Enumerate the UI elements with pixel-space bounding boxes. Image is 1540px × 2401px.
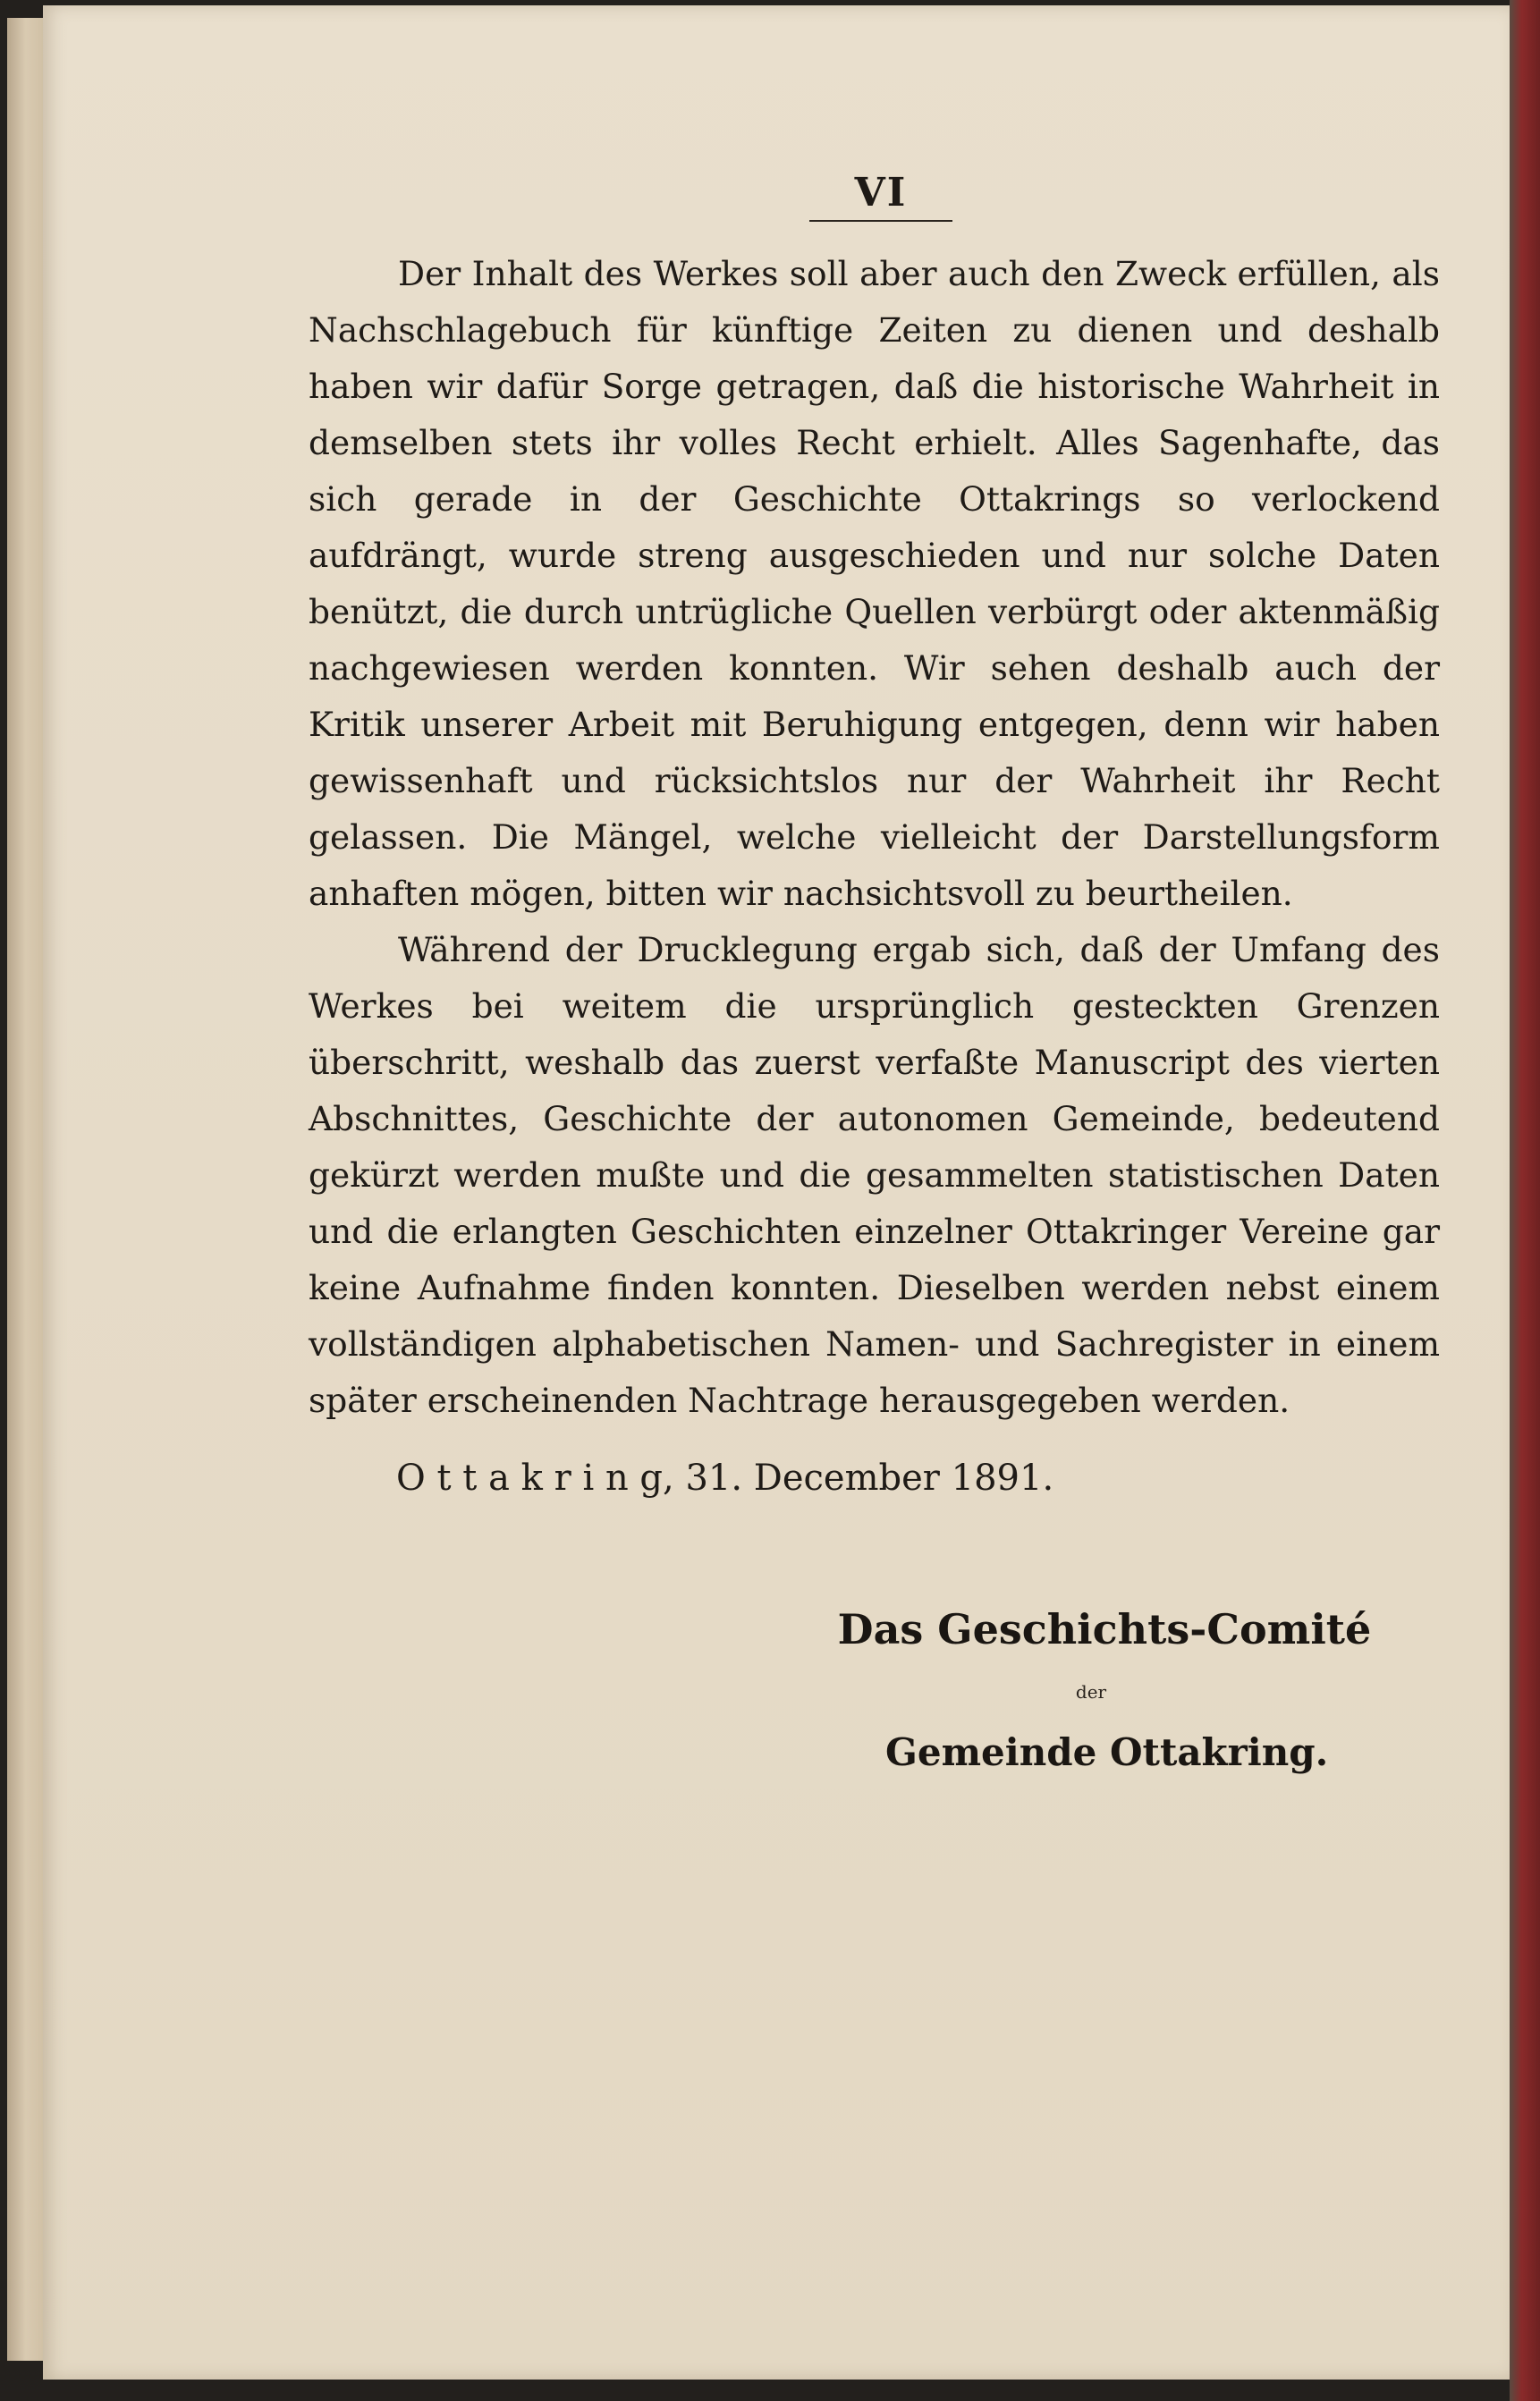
body-text <box>309 246 1440 1429</box>
paragraph: Der Inhalt des Werkes soll aber auch den Zweck erfüllen, als Nachschlagebuch für künftige Zeiten zu dienen und deshalb haben wir dafür Sorge getragen, daß die historische Wahrheit in demselben stets ihr volles Recht erhielt. Alles Sagenhafte, das sich gerade in der Geschichte Ottakrings so verlockend aufdrängt, wurde streng ausgeschieden und nur solche Daten benützt, die durch untrügliche Quellen verbürgt oder aktenmäßig nachgewiesen werden konnten. Wir sehen deshalb auch der Kritik unserer Arbeit mit Beruhigung entgegen, denn wir haben gewissenhaft und rücksichtslos nur der Wahrheit ihr Recht gelassen. Die Mängel, welche vielleicht der Darstellungsform anhaften mögen, bitten wir nachsichtsvoll zu beurtheilen. <box>309 254 1440 913</box>
paragraph: Während der Drucklegung ergab sich, daß der Umfang des Werkes bei weitem die ursprünglich gesteckten Grenzen überschritt, weshalb das zuerst verfaßte Manuscript des vierten Abschnittes, Geschichte der autonomen Gemeinde, bedeutend gekürzt werden mußte und die gesammelten statistischen Daten und die erlangten Geschichten einzelner Ottakringer Vereine gar keine Aufnahme finden konnten. Dieselben werden nebst einem vollständigen alphabetischen Namen- und Sachregister in einem später erscheinenden Nachtrage herausgegeben werden. <box>309 930 1440 1420</box>
header-rule <box>809 220 952 222</box>
page-number: VI <box>854 170 908 216</box>
signature-title: Das Geschichts-Comité <box>837 1605 1372 1653</box>
signature-place: Gemeinde Ottakring. <box>885 1730 1329 1774</box>
dateline: O t t a k r i n g, 31. December 1891. <box>396 1458 1054 1499</box>
binding-edge <box>1510 0 1540 2401</box>
signature-connector: der <box>1075 1681 1107 1703</box>
